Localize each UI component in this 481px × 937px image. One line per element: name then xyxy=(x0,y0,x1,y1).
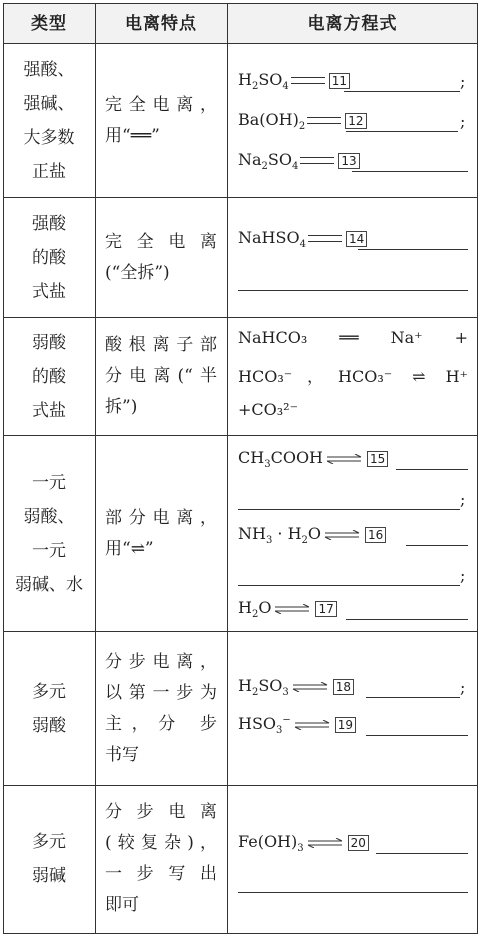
full-ionization-arrow xyxy=(300,157,334,164)
equation-text-line: +CO₃²⁻ xyxy=(238,400,299,419)
answer-blank[interactable] xyxy=(344,91,460,92)
formula: $Fe(OH)_3$ xyxy=(238,832,304,855)
table-row-polybasic-weak-acid xyxy=(4,632,477,786)
reversible-arrow-icon xyxy=(323,525,361,544)
type-line: 式盐 xyxy=(32,400,66,421)
type-line: 一元 xyxy=(32,540,66,561)
type-cell xyxy=(4,198,94,317)
answer-number: 15 xyxy=(367,451,388,467)
feature-line: 以第一步为 xyxy=(105,682,217,703)
type-line: 弱酸、 xyxy=(23,506,75,527)
table-row-strong-electrolytes xyxy=(4,44,477,198)
equation-cell xyxy=(228,786,477,932)
semicolon: ; xyxy=(460,490,466,509)
equation-cell xyxy=(228,632,477,785)
answer-blank[interactable] xyxy=(238,509,460,510)
reversible-arrow-icon xyxy=(306,833,344,852)
answer-blank[interactable] xyxy=(238,585,460,586)
table-row-monobasic-weak xyxy=(4,436,477,632)
feature-cell xyxy=(96,436,226,631)
table-header xyxy=(4,4,477,44)
feature-line: 即可 xyxy=(105,895,139,915)
equation-cell xyxy=(228,44,477,197)
answer-number: 14 xyxy=(346,231,367,247)
full-ionization-arrow xyxy=(291,77,325,84)
semicolon: ; xyxy=(460,678,466,697)
feature-cell xyxy=(96,198,226,317)
type-cell xyxy=(4,632,94,785)
equation-cell xyxy=(228,318,477,435)
type-line: 多元 xyxy=(32,681,66,702)
type-line: 强酸 xyxy=(32,213,66,234)
answer-blank[interactable] xyxy=(366,735,468,736)
feature-line: (“全拆”) xyxy=(105,262,170,283)
feature-line: 部分电离， xyxy=(105,507,217,528)
feature-cell xyxy=(96,318,226,435)
formula: $HSO_3^-$ xyxy=(238,714,291,737)
formula: NaHSO$_4$ xyxy=(238,228,306,251)
equation-cell xyxy=(228,436,477,631)
answer-blank[interactable] xyxy=(396,469,468,470)
equation-line xyxy=(238,676,354,698)
feature-line: 分步电离 xyxy=(105,802,217,822)
type-line: 的酸 xyxy=(32,247,66,268)
formula: $Ba(OH)_2$ xyxy=(238,110,306,133)
feature-line: 用“⇌” xyxy=(105,538,154,559)
type-cell xyxy=(4,318,94,435)
answer-blank[interactable] xyxy=(238,290,468,291)
formula: $H_2SO_3$ xyxy=(238,676,289,699)
answer-blank[interactable] xyxy=(238,892,468,893)
equation-line xyxy=(238,110,367,132)
type-cell xyxy=(4,786,94,932)
formula: $CH_3COOH$ xyxy=(238,448,324,471)
type-cell xyxy=(4,44,94,197)
feature-cell xyxy=(96,44,226,197)
formula: $H_2SO_4$ xyxy=(238,70,289,93)
type-cell xyxy=(4,436,94,631)
equation-text-line: NaHCO₃ ══ Na⁺ + xyxy=(238,328,468,347)
type-line: 强酸、 xyxy=(23,59,75,80)
header-feature: 电离特点 xyxy=(125,14,197,34)
feature-line: 完全电离 xyxy=(105,231,217,252)
equation-cell xyxy=(228,198,477,317)
ionization-table xyxy=(3,3,478,934)
equation-line xyxy=(238,598,337,620)
full-ionization-arrow xyxy=(308,235,342,242)
answer-blank[interactable] xyxy=(346,619,468,620)
feature-line: 拆”) xyxy=(105,397,138,417)
answer-blank[interactable] xyxy=(346,131,458,132)
type-line: 一元 xyxy=(32,472,66,493)
feature-line: 酸根离子部 xyxy=(105,335,217,355)
type-line: 式盐 xyxy=(32,281,66,302)
feature-line: 用“══” xyxy=(105,125,160,146)
type-line: 大多数 xyxy=(23,127,75,148)
answer-number: 11 xyxy=(329,73,350,89)
feature-line: 一步写出 xyxy=(105,864,217,884)
table-row-polyacidic-weak-base xyxy=(4,786,477,932)
reversible-arrow-icon xyxy=(325,449,363,468)
semicolon: ; xyxy=(460,112,466,131)
answer-number: 12 xyxy=(345,113,366,129)
feature-cell xyxy=(96,632,226,785)
reversible-arrow-icon xyxy=(291,677,329,696)
answer-blank[interactable] xyxy=(366,697,460,698)
semicolon: ; xyxy=(460,566,466,585)
equation-line xyxy=(238,524,386,546)
reversible-arrow-icon xyxy=(273,599,311,618)
answer-blank[interactable] xyxy=(406,545,468,546)
type-line: 正盐 xyxy=(32,161,66,182)
table-row-weak-acid-salt xyxy=(4,318,477,436)
type-line: 弱酸 xyxy=(32,715,66,736)
type-line: 弱碱 xyxy=(32,866,66,886)
equation-line xyxy=(238,70,350,92)
answer-number: 19 xyxy=(335,717,356,733)
type-line: 多元 xyxy=(32,832,66,852)
header-type: 类型 xyxy=(31,14,67,34)
formula: $NH_3 \cdot H_2O$ xyxy=(238,524,322,547)
equation-line xyxy=(238,228,367,250)
full-ionization-arrow xyxy=(307,117,341,124)
answer-number: 13 xyxy=(338,153,359,169)
answer-blank[interactable] xyxy=(376,853,468,854)
feature-line: 分步电离， xyxy=(105,651,217,672)
equation-line xyxy=(238,832,369,854)
equation-line xyxy=(238,150,360,172)
feature-line: (较复杂)， xyxy=(105,833,217,853)
feature-cell xyxy=(96,786,226,932)
type-line: 强碱、 xyxy=(23,93,75,114)
feature-line: 分电离(“半 xyxy=(105,366,217,386)
equation-line xyxy=(238,448,388,470)
equation-line xyxy=(238,714,356,736)
answer-blank[interactable] xyxy=(358,249,468,250)
answer-number: 18 xyxy=(333,679,354,695)
formula: $Na_2SO_4$ xyxy=(238,150,299,173)
answer-number: 20 xyxy=(348,835,369,851)
answer-number: 16 xyxy=(365,527,386,543)
equation-text-line: HCO₃⁻，HCO₃⁻ ⇌ H⁺ xyxy=(238,367,468,386)
type-line: 弱酸 xyxy=(32,332,66,353)
type-line: 的酸 xyxy=(32,366,66,387)
type-line: 弱碱、水 xyxy=(15,574,83,595)
table-row-strong-acid-salt xyxy=(4,198,477,318)
answer-blank[interactable] xyxy=(352,171,468,172)
feature-line: 完全电离， xyxy=(105,94,217,115)
reversible-arrow-icon xyxy=(293,715,331,734)
formula: $H_2O$ xyxy=(238,598,272,621)
feature-line: 书写 xyxy=(105,744,139,765)
feature-line: 主，分 步 xyxy=(105,713,217,734)
semicolon: ; xyxy=(460,72,466,91)
answer-number: 17 xyxy=(315,601,336,617)
header-equation: 电离方程式 xyxy=(307,14,398,34)
